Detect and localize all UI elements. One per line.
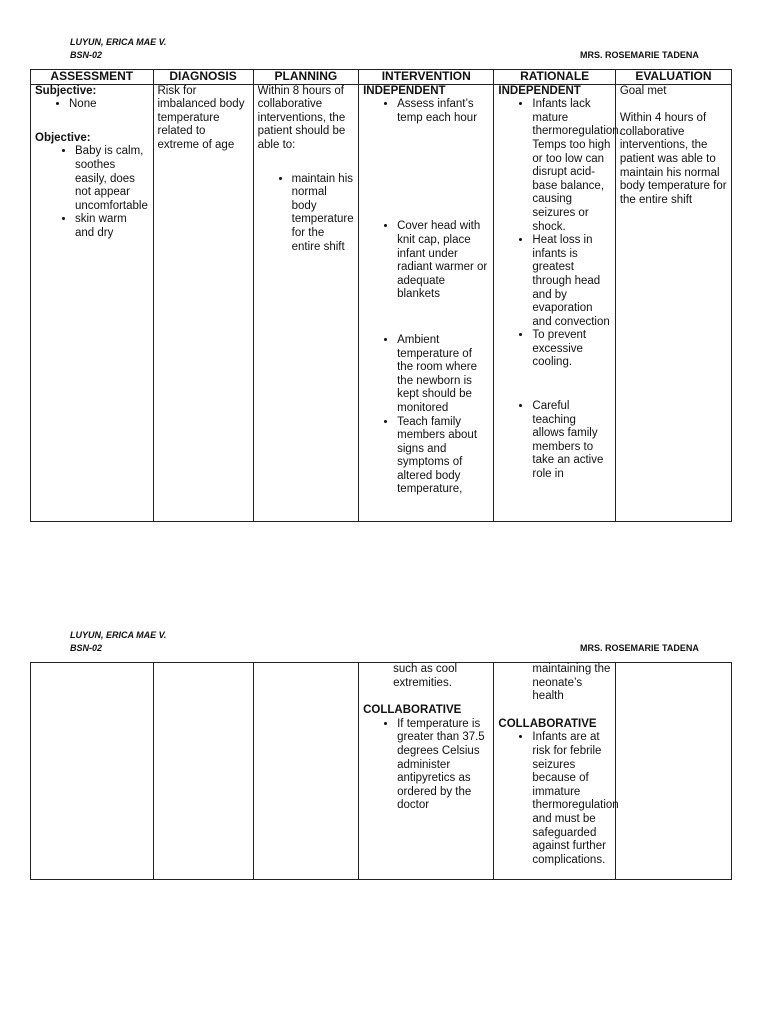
evaluation-cell xyxy=(615,84,731,521)
planning-intro: Within 8 hours of collaborative interventions, the patient should be able to: xyxy=(257,84,346,151)
subjective-item: • None xyxy=(69,98,149,112)
rationale-collaborative-label: COLLABORATIVE xyxy=(498,717,597,730)
intervention-item: • Teach family members about signs and symptoms of altered body temperature, xyxy=(397,416,489,498)
student-name: LUYUN, ERICA MAE V. xyxy=(70,630,167,640)
planning-cell xyxy=(253,84,358,521)
intervention-continued: such as cool extremities. xyxy=(393,663,458,689)
subjective-label: Subjective: xyxy=(35,84,97,97)
rationale-cell xyxy=(494,84,622,521)
col-assessment: ASSESSMENT xyxy=(31,70,154,85)
intervention-item: • Assess infant’s temp each hour xyxy=(397,98,489,125)
rationale-item: • To prevent excessive cooling. xyxy=(532,329,610,370)
rationale-item: • Infants are at risk for febrile seizures because of immature thermoregulation and must be safeguarded against further complications. xyxy=(532,731,610,867)
diagnosis-text: Risk for imbalanced body temperature related to extreme of age xyxy=(157,84,245,151)
col-rationale: RATIONALE xyxy=(494,70,615,85)
table-header-row xyxy=(31,70,732,85)
planning-item: • maintain his normal body temperature for the entire shift xyxy=(292,173,354,255)
intervention-item: • Ambient temperature of the room where the newborn is kept should be monitored xyxy=(397,334,489,416)
intervention-collaborative-label: COLLABORATIVE xyxy=(363,704,462,717)
rationale-item: • Careful teaching allows family members to take an active role in xyxy=(532,400,610,482)
instructor-name: MRS. ROSEMARIE TADENA xyxy=(580,50,699,60)
objective-item: • Baby is calm, soothes easily, does not appear uncomfortable xyxy=(75,145,149,213)
col-planning: PLANNING xyxy=(253,70,358,85)
col-diagnosis: DIAGNOSIS xyxy=(153,70,253,85)
rationale-item: • Infants lack mature thermoregulation. Temps too high or too low can disrupt acid-base balance, causing seizures or shock. xyxy=(532,98,610,234)
intervention-item: • If temperature is greater than 37.5 degrees Celsius administer antipyretics as ordered by the doctor xyxy=(397,718,489,813)
rationale-independent-label: INDEPENDENT xyxy=(498,84,581,97)
student-section: BSN-02 xyxy=(70,643,103,653)
objective-item: • skin warm and dry xyxy=(75,213,149,240)
planning-cell xyxy=(253,663,358,880)
care-plan-table-continued xyxy=(30,662,732,880)
table-row xyxy=(31,84,732,521)
intervention-cell xyxy=(359,84,494,521)
col-evaluation: EVALUATION xyxy=(615,70,731,85)
intervention-cell xyxy=(359,663,494,880)
diagnosis-cell xyxy=(153,663,253,880)
care-plan-table xyxy=(30,69,732,522)
rationale-cell xyxy=(494,663,619,880)
intervention-item: • Cover head with knit cap, place infant under radiant warmer or adequate blankets xyxy=(397,220,489,302)
rationale-item: • Heat loss in infants is greatest through head and by evaporation and convection xyxy=(532,234,610,329)
instructor-name: MRS. ROSEMARIE TADENA xyxy=(580,643,699,653)
student-name: LUYUN, ERICA MAE V. xyxy=(70,37,167,47)
evaluation-cell xyxy=(615,663,731,880)
student-section: BSN-02 xyxy=(70,50,103,60)
col-intervention: INTERVENTION xyxy=(359,70,494,85)
evaluation-text: Within 4 hours of collaborative interventions, the patient was able to maintain his normal body temperature for the entire shift xyxy=(619,112,727,206)
assessment-cell xyxy=(31,663,154,880)
intervention-independent-label: INDEPENDENT xyxy=(363,84,446,97)
rationale-continued: maintaining the neonate’s health xyxy=(532,663,611,703)
diagnosis-cell xyxy=(153,84,253,521)
table-row xyxy=(31,663,732,880)
objective-label: Objective: xyxy=(35,131,91,144)
evaluation-status: Goal met xyxy=(619,84,667,97)
assessment-cell xyxy=(31,84,154,521)
